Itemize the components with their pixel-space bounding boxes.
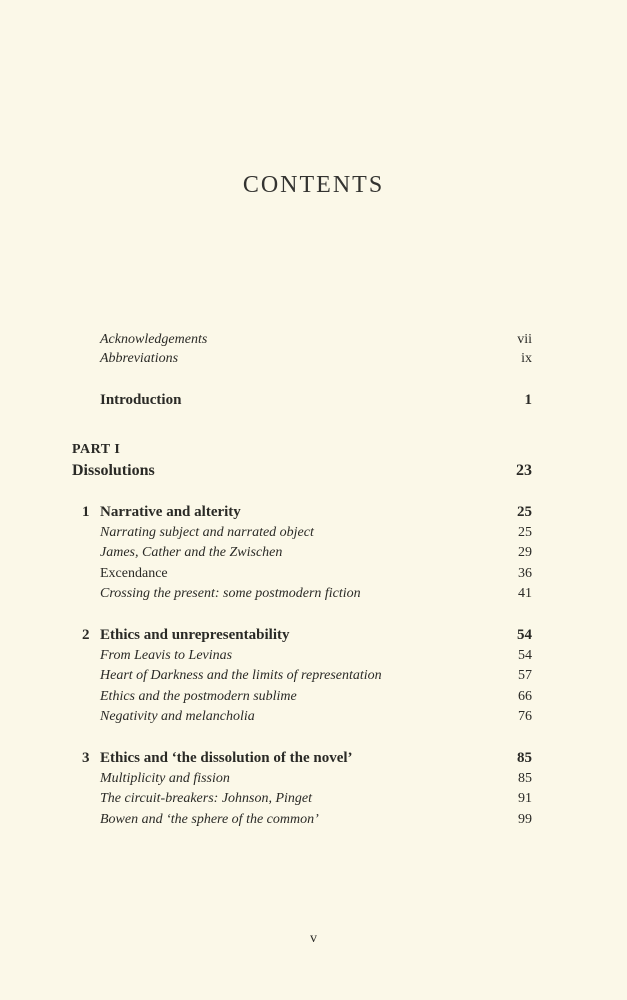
toc-entry-part-title[interactable] — [0, 462, 627, 482]
toc-entry-page: 23 — [516, 462, 532, 479]
toc-section[interactable] — [0, 668, 627, 688]
toc-entry-abbreviations[interactable] — [0, 351, 627, 371]
chapter-number: 2 — [82, 627, 90, 643]
toc-section-label: Heart of Darkness and the limits of representation — [100, 668, 382, 683]
chapter-title: Ethics and ‘the dissolution of the novel’ — [100, 750, 353, 766]
toc-entry-page: 57 — [518, 668, 532, 683]
toc-entry-page: vii — [517, 332, 532, 347]
chapter-title: Ethics and unrepresentability — [100, 627, 290, 643]
toc-section-label: Crossing the present: some postmodern fiction — [100, 586, 361, 601]
toc-section[interactable] — [0, 689, 627, 709]
page-title: CONTENTS — [242, 172, 385, 198]
toc-entry-acknowledgements[interactable] — [0, 332, 627, 352]
toc-section-label: Negativity and melancholia — [100, 709, 255, 724]
toc-section[interactable] — [0, 648, 627, 668]
toc-entry-page: 85 — [518, 771, 532, 786]
toc-section-label: Bowen and ‘the sphere of the common’ — [100, 812, 319, 827]
toc-section[interactable] — [0, 525, 627, 545]
toc-section[interactable] — [0, 566, 627, 586]
toc-section[interactable] — [0, 586, 627, 606]
toc-section-label: From Leavis to Levinas — [100, 648, 233, 663]
part-label: PART I — [72, 442, 121, 457]
toc-section-label: Excendance — [100, 566, 168, 581]
toc-chapter-1[interactable] — [0, 504, 627, 524]
toc-entry-page: 29 — [518, 545, 532, 560]
toc-entry-page: 41 — [518, 586, 532, 601]
page-folio: v — [310, 931, 317, 946]
toc-entry-page: 36 — [518, 566, 532, 581]
chapter-number: 3 — [82, 750, 90, 766]
toc-entry-label: Acknowledgements — [100, 332, 208, 347]
toc-entry-introduction[interactable] — [0, 392, 627, 412]
toc-chapter-2[interactable] — [0, 627, 627, 647]
toc-entry-page: 99 — [518, 812, 532, 827]
toc-entry-label: Abbreviations — [100, 351, 179, 366]
toc-chapter-3[interactable] — [0, 750, 627, 770]
toc-section[interactable] — [0, 771, 627, 791]
toc-section[interactable] — [0, 709, 627, 729]
toc-entry-page: 85 — [517, 750, 532, 766]
toc-section[interactable] — [0, 791, 627, 811]
part-heading — [0, 442, 627, 462]
toc-entry-label: Introduction — [100, 392, 182, 408]
toc-section[interactable] — [0, 545, 627, 565]
chapter-number: 1 — [82, 504, 90, 520]
toc-entry-page: 54 — [518, 648, 532, 663]
toc-section-label: Multiplicity and fission — [100, 771, 230, 786]
toc-section[interactable] — [0, 812, 627, 832]
toc-entry-page: 25 — [517, 504, 532, 520]
toc-entry-page: ix — [521, 351, 532, 366]
chapter-title: Narrative and alterity — [100, 504, 241, 520]
part-title: Dissolutions — [72, 462, 155, 479]
toc-entry-page: 54 — [517, 627, 532, 643]
toc-section-label: Ethics and the postmodern sublime — [100, 689, 297, 704]
toc-section-label: The circuit-breakers: Johnson, Pinget — [100, 791, 313, 806]
toc-entry-page: 25 — [518, 525, 532, 540]
toc-section-label: James, Cather and the Zwischen — [100, 545, 283, 560]
toc-entry-page: 1 — [524, 392, 532, 408]
toc-entry-page: 66 — [518, 689, 532, 704]
toc-entry-page: 76 — [518, 709, 532, 724]
toc-section-label: Narrating subject and narrated object — [100, 525, 314, 540]
toc-entry-page: 91 — [518, 791, 532, 806]
